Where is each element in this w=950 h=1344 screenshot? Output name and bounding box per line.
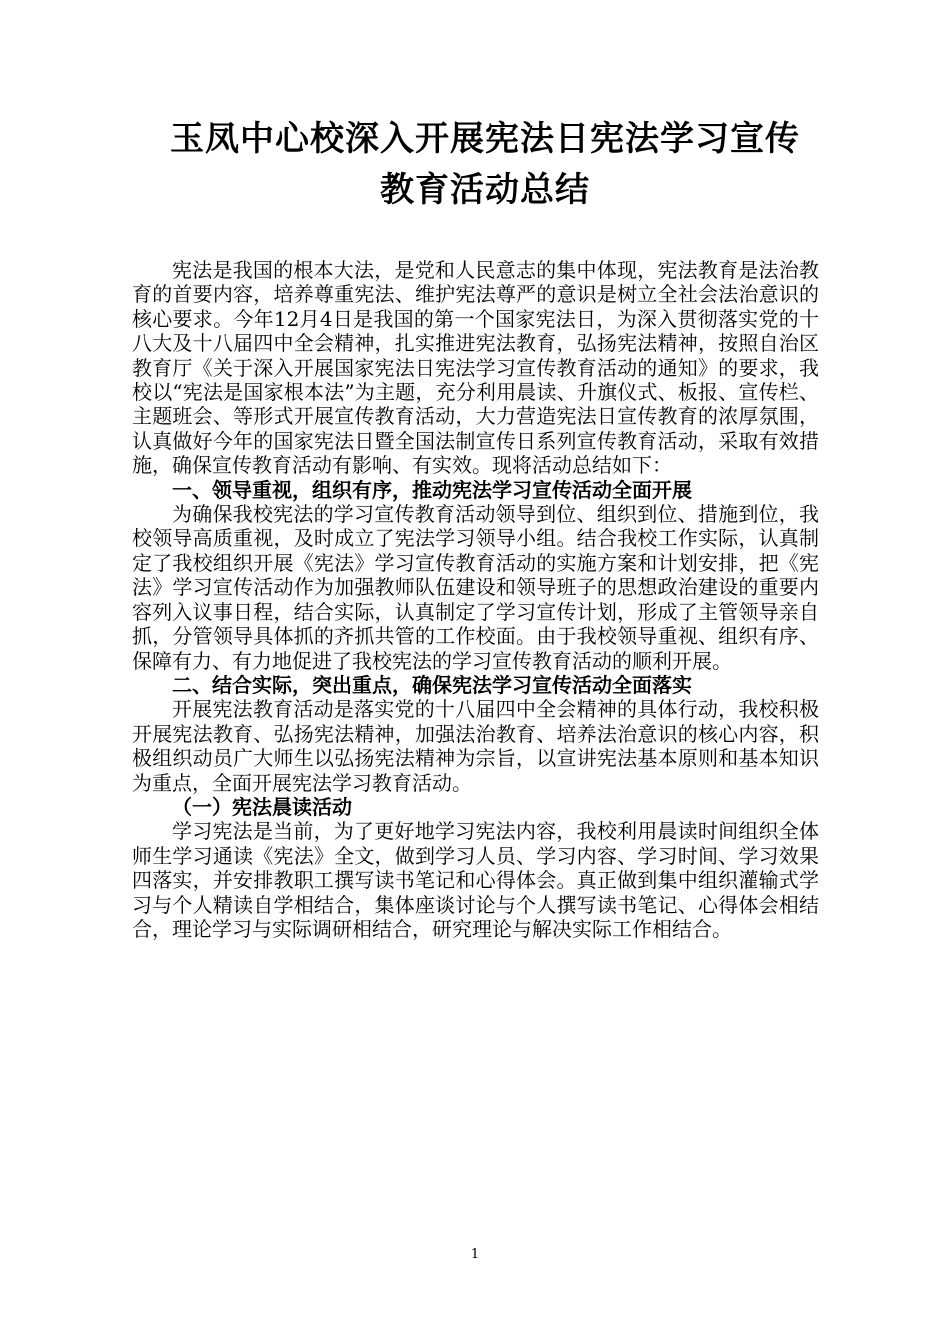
section-1-paragraph: 为确保我校宪法的学习宣传教育活动领导到位、组织到位、措施到位，我校领导高质重视，及时成立了宪法学习领导小组。结合我校工作实际，认真制定了我校组织开展《宪法》学习宣传教育活动的实施方案和计划安排，把《宪法》学习宣传活动作为加强教师队伍建设和领导班子的思想政治建设的重要内容列入议事日程，结合实际，认真制定了学习宣传计划，形成了主管领导亲自抓，分管领导具体抓的齐抓共管的工作校面。由于我校领导重视、组织有序、保障有力、有力地促进了我校宪法的学习宣传教育活动的顺利开展。 — [132, 502, 819, 673]
document-title-line-1: 玉凤中心校深入开展宪法日宪法学习宣传 — [170, 119, 800, 159]
subsection-1-heading: （一）宪法晨读活动 — [172, 794, 352, 819]
page-number: 1 — [470, 1247, 480, 1262]
document-body — [132, 258, 819, 941]
subsection-1-paragraph: 学习宪法是当前，为了更好地学习宪法内容，我校利用晨读时间组织全体师生学习通读《宪法》全文，做到学习人员、学习内容、学习时间、学习效果四落实，并安排教职工撰写读书笔记和心得体会。真正做到集中组织灌输式学习与个人精读自学相结合，集体座谈讨论与个人撰写读书笔记、心得体会相结合，理论学习与实际调研相结合，研究理论与解决实际工作相结合。 — [132, 819, 819, 941]
section-1-heading: 一、领导重视，组织有序，推动宪法学习宣传活动全面开展 — [172, 477, 692, 502]
intro-paragraph: 宪法是我国的根本大法，是党和人民意志的集中体现，宪法教育是法治教育的首要内容，培养尊重宪法、维护宪法尊严的意识是树立全社会法治意识的核心要求。今年12月4日是我国的第一个国家宪法日，为深入贯彻落实党的十八大及十八届四中全会精神，扎实推进宪法教育，弘扬宪法精神，按照自治区教育厅《关于深入开展国家宪法日宪法学习宣传教育活动的通知》的要求，我校以“宪法是国家根本法”为主题，充分利用晨读、升旗仪式、板报、宣传栏、主题班会、等形式开展宣传教育活动，大力营造宪法日宣传教育的浓厚氛围，认真做好今年的国家宪法日暨全国法制宣传日系列宣传教育活动，采取有效措施，确保宣传教育活动有影响、有实效。现将活动总结如下： — [132, 258, 819, 478]
document-title-line-2: 教育活动总结 — [380, 170, 590, 210]
section-2-paragraph: 开展宪法教育活动是落实党的十八届四中全会精神的具体行动，我校积极开展宪法教育、弘扬宪法精神，加强法治教育、培养法治意识的核心内容，积极组织动员广大师生以弘扬宪法精神为宗旨，以宣讲宪法基本原则和基本知识为重点，全面开展宪法学习教育活动。 — [132, 697, 819, 795]
section-2-heading: 二、结合实际，突出重点，确保宪法学习宣传活动全面落实 — [172, 672, 692, 697]
